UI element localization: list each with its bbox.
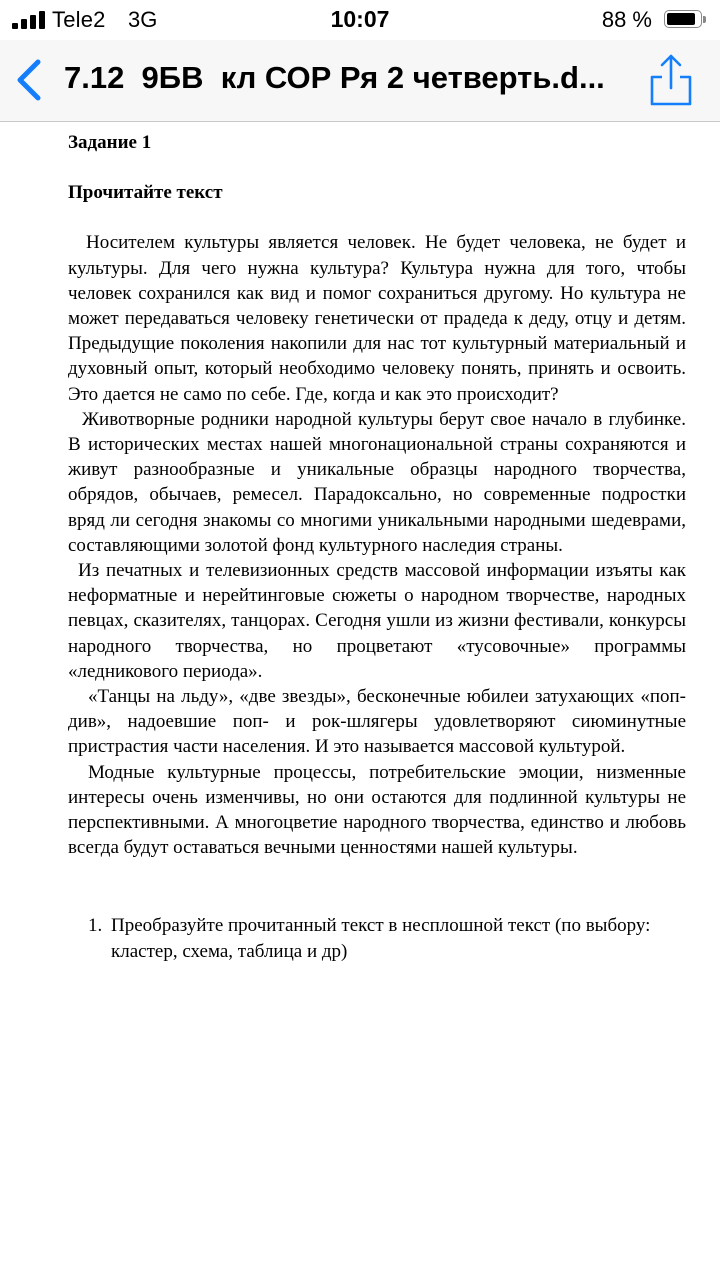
paragraph-4: «Танцы на льду», «две звезды», бесконечные юбилеи затухающих «поп-див», надоевшие поп- и рок-шлягеры удовлетворяют сиюминутные пристрастия части населения. И это называется массовой культурой.: [68, 686, 686, 758]
paragraph-3: Из печатных и телевизионных средств массовой информации изъяты как неформатные и нерейтинговые сюжеты о народном творчестве, народных певцах, сказителях, танцорах. Сегодня ушли из жизни фестивали, конкурсы народного творчества, но процветают «тусовочные» программы «ледникового периода».: [68, 560, 686, 682]
battery-percent: 88 %: [601, 7, 652, 32]
document-title: 7.12 9БВ кл СОР Ря 2 четверть.d...: [64, 60, 605, 95]
share-button[interactable]: [648, 52, 694, 108]
share-icon: [648, 52, 694, 108]
paragraph-5: Модные культурные процессы, потребительские эмоции, низменные интересы очень изменчивы, но они остаются для подлинной культуры не перспективными. А многоцветие народного творчества, единство и любовь всегда будут оставаться вечными ценностями нашей культуры.: [68, 761, 686, 859]
network-type: 3G: [128, 7, 158, 32]
chevron-left-icon: [12, 56, 48, 104]
read-text-heading: Прочитайте текст: [68, 182, 223, 204]
task-text: Преобразуйте прочитанный текст в несплошной текст (по выбору: кластер, схема, таблица и др): [111, 915, 651, 962]
task-list: [68, 913, 686, 963]
battery-icon: [664, 10, 708, 30]
task-heading: Задание 1: [68, 132, 152, 153]
carrier-name: Tele2: [52, 7, 106, 32]
battery-level-fill: [667, 13, 695, 25]
document-body: [68, 230, 686, 860]
paragraph-2: Животворные родники народной культуры берут свое начало в глубинке. В исторических местах нашей многонациональной страны сохраняются и живут разнообразные и уникальные образцы народного творчества, обрядов, обычаев, ремесел. Парадоксально, но современные подростки вряд ли сегодня знакомы со многими уникальными народными шедеврами, составляющими золотой фонд культурного наследия страны.: [68, 408, 686, 556]
status-time: 10:07: [330, 6, 390, 32]
navigation-bar: [0, 40, 720, 122]
task-number: 1.: [88, 915, 103, 937]
document-page: [68, 122, 686, 964]
back-button[interactable]: [12, 56, 48, 104]
status-bar: [0, 0, 720, 40]
paragraph-1: Носителем культуры является человек. Не будет человека, не будет и культуры. Для чего нужна культура? Культура нужна для того, чтобы человек сохранился как вид и помог сохраниться другому. Но культура не может передаваться человеку генетически от прадеда к деду, отцу и детям. Предыдущие поколения накопили для нас тот культурный материальный и духовный опыт, который необходимо человеку понять, принять и освоить. Это дается не само по себе. Где, когда и как это происходит?: [68, 232, 686, 405]
